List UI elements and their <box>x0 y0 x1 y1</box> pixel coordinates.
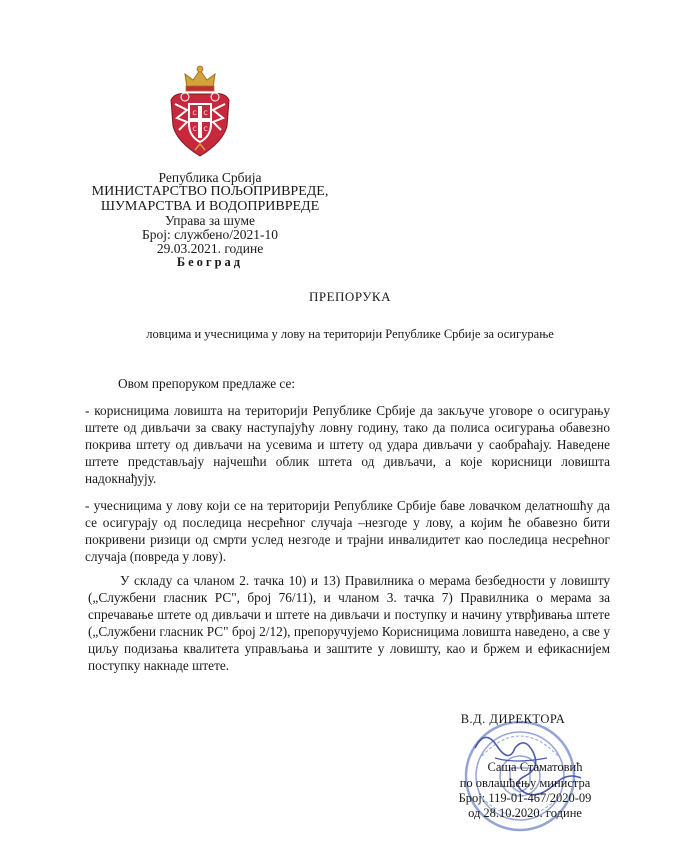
document-subtitle: ловцима и учесницима у лову на територији Републике Србије за осигурање <box>146 327 554 341</box>
header-number: Број: службено/2021-10 <box>142 227 278 242</box>
svg-text:С: С <box>203 126 208 133</box>
header-ministry: МИНИСТАРСТВО ПОЉОПРИВРЕДЕ, ШУМАРСТВА И ВОДОПРИВРЕДЕ <box>91 184 329 214</box>
signatory-title: В.Д. ДИРЕКТОРА <box>460 712 566 726</box>
recommendation-bullet-2: - учесницима у лову који се на територији Републике Србије баве ловачком делатношћу да се осигурају од последица несрећног случаја –незгоде у лову, а којим ће обавезно бити покривени ризици од смрти услед незгоде и трајни инвалидитет као последица несрећног случаја (повреда у лову). <box>85 498 610 564</box>
header-department: Управа за шуме <box>164 213 256 228</box>
recommendation-bullet-1: - корисницима ловишта на територији Републике Србије да закључе уговоре о осигурању штете од дивљачи за сваку наступајућу ловну годину, тако да полиса осигурања обавезно покрива штету од дивљачи на усевима и штету од удара дивљачи у саобраћају. Наведене штете представљају најчешћи облик штета од дивљачи, а које корисници ловишта надокнађују. <box>85 403 610 486</box>
header-city: Београд <box>176 255 244 269</box>
header-country: Република Србија <box>158 170 262 185</box>
svg-text:С: С <box>203 110 208 117</box>
authority-date: од 28.10.2020. године <box>468 806 582 820</box>
legal-basis-paragraph: У складу са чланом 2. тачка 10) и 13) Правилника о мерама безбедности у ловишту („Службени гласник РС", број 76/11), и чланом 3. тачка 7) Правилника о мерама за спречавање штете од дивљачи и штете на дивљачи и поступку и начину утврђивања штете („Службени гласник РС" број 2/12), препоручујемо Корисницима ловишта наведено, а све у циљу подизања квалитета управљања и заштите у ловишту, као и бржем и ефикаснијем поступку накнаде штете. <box>88 573 610 673</box>
svg-text:С: С <box>192 126 197 133</box>
signatory-name: Саша Стаматовић <box>487 760 583 774</box>
authority-number: Број: 119-01-467/2020-09 <box>458 791 592 805</box>
svg-text:С: С <box>192 110 197 117</box>
document-title: ПРЕПОРУКА <box>308 289 391 304</box>
signatory-authority: по овлашћењу министра <box>459 776 591 790</box>
coat-of-arms-icon <box>165 64 235 162</box>
intro-text: Овом препоруком предлаже се: <box>118 376 296 391</box>
header-date: 29.03.2021. године <box>156 241 264 256</box>
